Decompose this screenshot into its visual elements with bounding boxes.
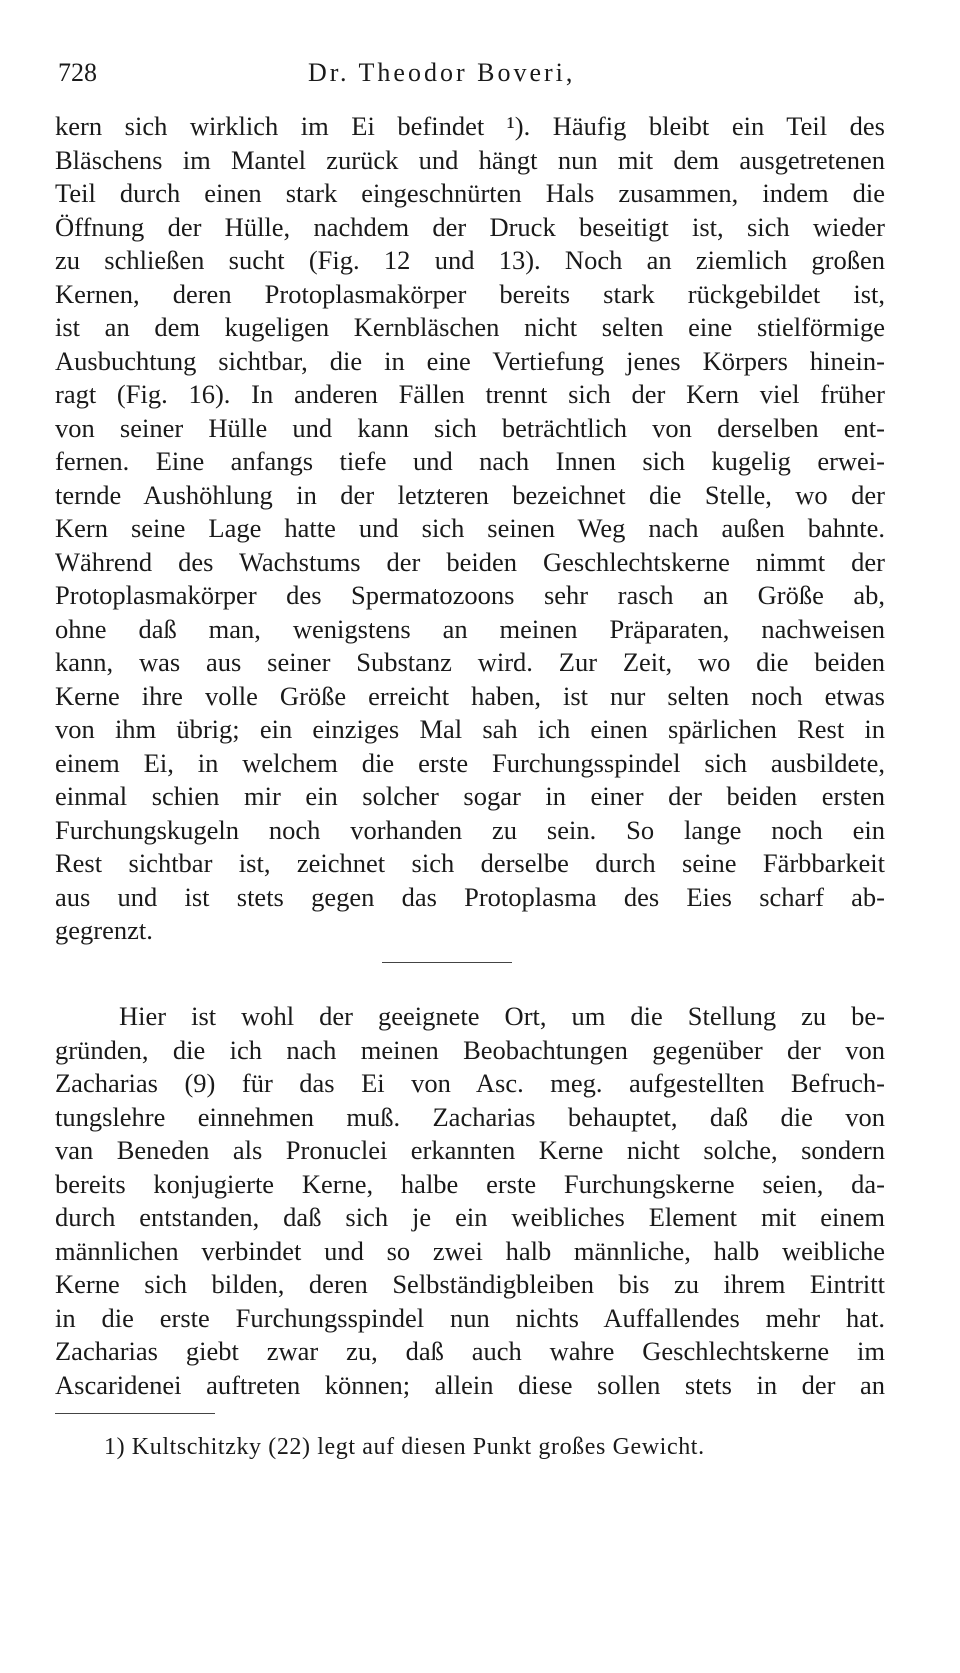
text-line: Zacharias giebt zwar zu, daß auch wahre Geschlechtskerne im xyxy=(55,1336,885,1366)
text-line: gegrenzt. xyxy=(55,915,153,945)
text-line: kern sich wirklich im Ei befindet ¹). Häufig bleibt ein Teil des xyxy=(55,111,885,141)
text-line: Während des Wachstums der beiden Geschlechtskerne nimmt der xyxy=(55,546,885,577)
text-line: Kerne sich bilden, deren Selbständigbleiben bis zu ihrem Eintritt xyxy=(55,1269,885,1299)
text-line: kann, was aus seiner Substanz wird. Zur Zeit, wo die beiden xyxy=(55,647,885,677)
text-line: einem Ei, in welchem die erste Furchungsspindel sich ausbildete, xyxy=(55,747,885,778)
text-line: ragt (Fig. 16). In anderen Fällen trennt sich der Kern viel früher xyxy=(55,379,885,409)
text-line: Protoplasmakörper des Spermatozoons sehr rasch an Größe ab, xyxy=(55,580,885,610)
text-line: Teil durch einen stark eingeschnürten Hals zusammen, indem die xyxy=(55,178,885,208)
text-line: zu schließen sucht (Fig. 12 und 13). Noch an ziemlich großen xyxy=(55,245,885,275)
text-line: durch entstanden, daß sich je ein weibliches Element mit einem xyxy=(55,1202,885,1232)
text-line: aus und ist stets gegen das Protoplasma des Eies scharf ab- xyxy=(55,881,885,912)
text-line: von seiner Hülle und kann sich beträchtlich von derselben ent- xyxy=(55,412,885,443)
text-line: fernen. Eine anfangs tiefe und nach Innen sich kugelig erwei- xyxy=(55,446,885,476)
text-line: von ihm übrig; ein einziges Mal sah ich einen spärlichen Rest in xyxy=(55,714,885,744)
section-separator xyxy=(382,962,512,963)
text-line: männlichen verbindet und so zwei halb männliche, halb weibliche xyxy=(55,1235,885,1266)
text-line: ist an dem kugeligen Kernbläschen nicht selten eine stielförmige xyxy=(55,312,885,342)
text-line: Kernen, deren Protoplasmakörper bereits stark rückgebildet ist, xyxy=(55,278,885,309)
text-line: gründen, die ich nach meinen Beobachtungen gegenüber der von xyxy=(55,1034,885,1065)
text-line: ternde Aushöhlung in der letzteren bezeichnet die Stelle, wo der xyxy=(55,479,885,510)
text-line: ohne daß man, wenigstens an meinen Präparaten, nachweisen xyxy=(55,613,885,644)
text-line: Furchungskugeln noch vorhanden zu sein. So lange noch ein xyxy=(55,814,885,845)
text-line: bereits konjugierte Kerne, halbe erste Furchungskerne seien, da- xyxy=(55,1168,885,1199)
text-line: Zacharias (9) für das Ei von Asc. meg. aufgestellten Befruch- xyxy=(55,1068,885,1098)
text-line: Bläschens im Mantel zurück und hängt nun mit dem ausgetretenen xyxy=(55,144,885,175)
text-line: van Beneden als Pronuclei erkannten Kerne nicht solche, sondern xyxy=(55,1135,885,1165)
body-paragraph-2 xyxy=(55,1000,885,1402)
text-line: einmal schien mir ein solcher sogar in einer der beiden ersten xyxy=(55,781,885,811)
text-line: tungslehre einnehmen muß. Zacharias behauptet, daß die von xyxy=(55,1101,885,1132)
page-number: 728 xyxy=(58,58,97,87)
text-line: Öffnung der Hülle, nachdem der Druck beseitigt ist, sich wieder xyxy=(55,211,885,242)
text-line: Ausbuchtung sichtbar, die in eine Vertiefung jenes Körpers hinein- xyxy=(55,345,885,376)
text-line: Ascaridenei auftreten können; allein diese sollen stets in der an xyxy=(55,1369,885,1400)
running-title: Dr. Theodor Boveri, xyxy=(308,58,576,87)
text-line: Kern seine Lage hatte und sich seinen Weg nach außen bahnte. xyxy=(55,513,885,543)
text-line: Kerne ihre volle Größe erreicht haben, ist nur selten noch etwas xyxy=(55,680,885,711)
text-line: in die erste Furchungsspindel nun nichts Auffallendes mehr hat. xyxy=(55,1302,885,1333)
text-line: Hier ist wohl der geeignete Ort, um die Stellung zu be- xyxy=(119,1001,885,1031)
body-paragraph-1 xyxy=(55,110,885,948)
footnote-rule xyxy=(55,1413,215,1414)
running-head xyxy=(58,58,888,98)
text-line: Rest sichtbar ist, zeichnet sich derselbe durch seine Färbbarkeit xyxy=(55,848,885,878)
footnote: 1) Kultschitzky (22) legt auf diesen Punkt großes Gewicht. xyxy=(104,1434,705,1460)
